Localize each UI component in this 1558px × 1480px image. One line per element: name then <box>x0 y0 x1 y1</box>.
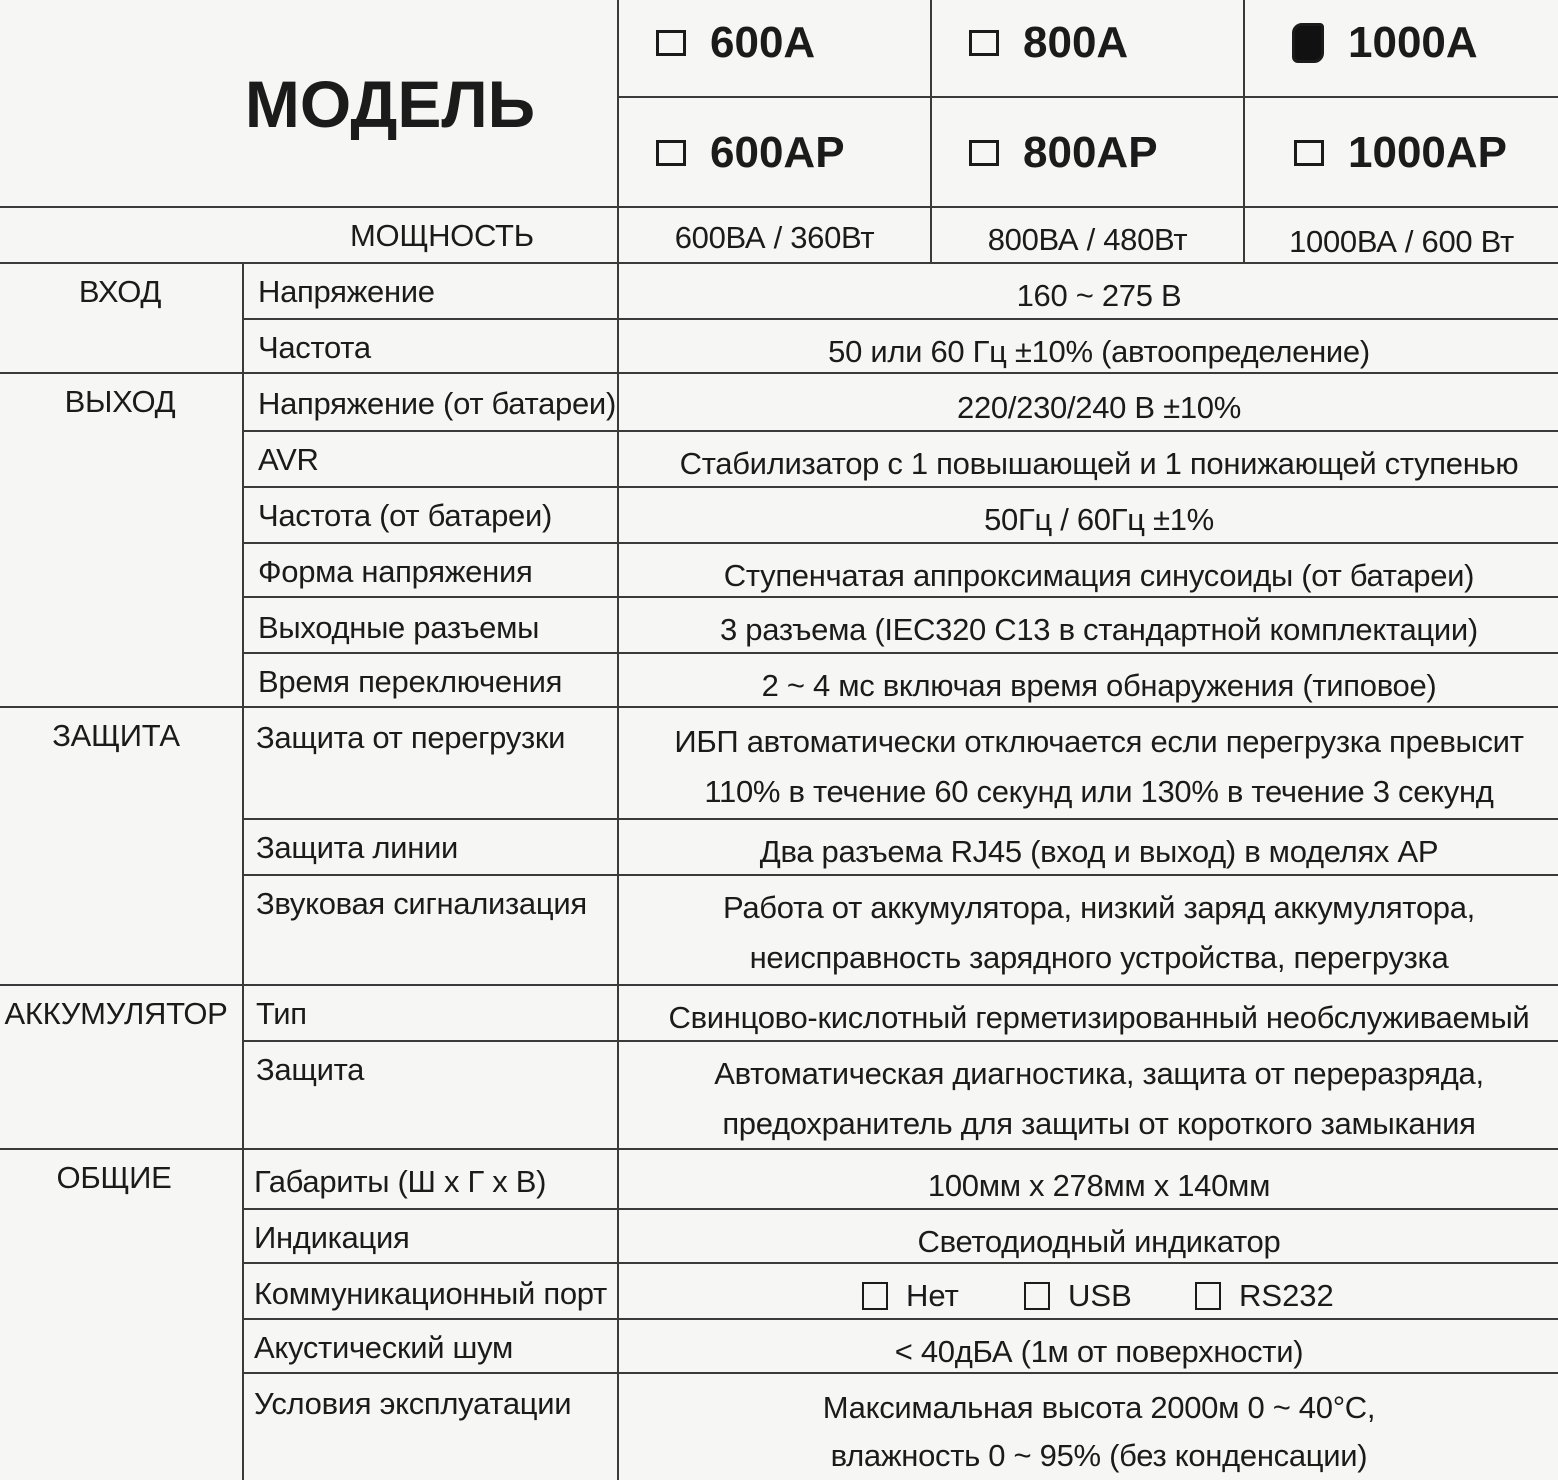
checkbox-icon[interactable] <box>862 1282 888 1310</box>
param-value-line2: предохранитель для защиты от короткого замыкания <box>722 1106 1476 1141</box>
checkbox-icon[interactable] <box>1195 1282 1221 1310</box>
grid-vline-col3 <box>1243 0 1245 262</box>
grid-hline-section <box>0 984 1558 986</box>
param-value-line2: неисправность зарядного устройства, перегрузка <box>749 940 1449 975</box>
section-title-output: ВЫХОД <box>64 384 176 419</box>
checkbox-icon[interactable] <box>969 30 999 56</box>
checkbox-checked-icon[interactable] <box>1292 23 1324 63</box>
param-label: Защита <box>256 1052 365 1087</box>
model-option-label: 1000AP <box>1348 128 1508 177</box>
param-value-line2: влажность 0 ~ 95% (без конденсации) <box>830 1438 1368 1473</box>
comm-port-option-label: Нет <box>906 1278 959 1313</box>
grid-hline-header-bottom <box>0 206 1558 208</box>
comm-port-option-label: RS232 <box>1239 1278 1334 1313</box>
grid-hline <box>242 542 1558 544</box>
param-value: 2 ~ 4 мс включая время обнаружения (типовое) <box>761 668 1437 703</box>
model-option-800ap[interactable] <box>969 128 1158 178</box>
model-option-label: 600AP <box>710 128 845 177</box>
model-option-label: 1000A <box>1348 18 1478 67</box>
grid-hline <box>242 1318 1558 1320</box>
grid-hline-section <box>0 372 1558 374</box>
param-value-line1: Автоматическая диагностика, защита от переразряда, <box>714 1056 1484 1091</box>
comm-port-option-usb[interactable] <box>1024 1278 1132 1314</box>
grid-hline <box>242 1372 1558 1374</box>
param-label: Напряжение <box>258 274 435 309</box>
grid-hline-model-mid <box>617 96 1558 98</box>
grid-hline <box>242 1040 1558 1042</box>
grid-hline <box>242 1208 1558 1210</box>
param-label: Индикация <box>254 1220 410 1255</box>
checkbox-icon[interactable] <box>969 140 999 166</box>
grid-hline <box>242 486 1558 488</box>
grid-hline <box>242 596 1558 598</box>
section-title-input: ВХОД <box>78 274 162 309</box>
param-value: 220/230/240 В ±10% <box>957 390 1241 425</box>
model-option-label: 800AP <box>1023 128 1158 177</box>
param-label: Акустический шум <box>254 1330 513 1365</box>
param-label: Условия эксплуатации <box>254 1386 572 1421</box>
comm-port-option-none[interactable] <box>862 1278 959 1314</box>
section-title-protection: ЗАЩИТА <box>52 718 180 753</box>
checkbox-icon[interactable] <box>656 30 686 56</box>
param-label: Частота <box>258 330 371 365</box>
param-value: Стабилизатор с 1 повышающей и 1 понижающей ступенью <box>679 446 1519 481</box>
checkbox-icon[interactable] <box>1024 1282 1050 1310</box>
param-label: Выходные разъемы <box>258 610 540 645</box>
param-label: Напряжение (от батареи) <box>258 386 616 421</box>
power-value-800: 800ВА / 480Вт <box>987 222 1188 257</box>
model-option-1000a[interactable] <box>1292 18 1478 68</box>
section-title-battery: АККУМУЛЯТОР <box>4 996 228 1031</box>
param-value-line1: ИБП автоматически отключается если перегрузка превысит <box>674 724 1524 759</box>
grid-hline-section <box>0 706 1558 708</box>
model-option-label: 800A <box>1023 18 1129 67</box>
param-value-line2: 110% в течение 60 секунд или 130% в течение 3 секунд <box>704 774 1494 809</box>
param-label: Защита линии <box>256 830 459 865</box>
param-label: Тип <box>256 996 307 1031</box>
param-value-line1: Свинцово-кислотный герметизированный необслуживаемый <box>668 1000 1530 1035</box>
model-option-1000ap[interactable] <box>1294 128 1507 178</box>
param-value-line1: < 40дБА (1м от поверхности) <box>894 1334 1304 1369</box>
grid-hline <box>242 818 1558 820</box>
checkbox-icon[interactable] <box>1294 140 1324 166</box>
param-label: Звуковая сигнализация <box>256 886 587 921</box>
param-value: 3 разъема (IEC320 C13 в стандартной комплектации) <box>720 612 1478 647</box>
grid-hline <box>242 874 1558 876</box>
model-option-800a[interactable] <box>969 18 1128 68</box>
param-value: 50Гц / 60Гц ±1% <box>984 502 1214 537</box>
param-value: Ступенчатая аппроксимация синусоиды (от батареи) <box>723 558 1475 593</box>
param-label: AVR <box>258 442 319 477</box>
comm-port-option-label: USB <box>1068 1278 1132 1313</box>
model-option-600a[interactable] <box>656 18 815 68</box>
model-title: МОДЕЛЬ <box>244 67 536 141</box>
param-value: 160 ~ 275 В <box>1016 278 1182 313</box>
power-value-1000: 1000ВА / 600 Вт <box>1289 224 1514 259</box>
model-option-600ap[interactable] <box>656 128 845 178</box>
param-label: Частота (от батареи) <box>258 498 553 533</box>
param-value-line1: Два разъема RJ45 (вход и выход) в моделях AP <box>759 834 1439 869</box>
grid-hline <box>242 430 1558 432</box>
power-label: МОЩНОСТЬ <box>350 218 534 253</box>
param-label: Коммуникационный порт <box>254 1276 607 1311</box>
param-value-line1: Работа от аккумулятора, низкий заряд аккумулятора, <box>723 890 1475 925</box>
section-title-general: ОБЩИЕ <box>56 1160 172 1195</box>
param-value-line1: Максимальная высота 2000м 0 ~ 40°C, <box>822 1390 1376 1425</box>
param-value-line1: Светодиодный индикатор <box>917 1224 1281 1259</box>
param-value: 50 или 60 Гц ±10% (автоопределение) <box>828 334 1370 369</box>
param-label: Время переключения <box>258 664 563 699</box>
param-label: Форма напряжения <box>258 554 533 589</box>
grid-hline-power-bottom <box>0 262 1558 264</box>
grid-hline <box>242 652 1558 654</box>
param-label: Габариты (Ш x Г x В) <box>254 1164 547 1199</box>
param-value-line1: 100мм x 278мм x 140мм <box>927 1168 1271 1203</box>
checkbox-icon[interactable] <box>656 140 686 166</box>
grid-hline <box>242 1262 1558 1264</box>
grid-hline <box>242 318 1558 320</box>
param-label: Защита от перегрузки <box>256 720 566 755</box>
model-option-label: 600A <box>710 18 816 67</box>
grid-hline-section <box>0 1148 1558 1150</box>
comm-port-option-rs232[interactable] <box>1195 1278 1334 1314</box>
grid-vline-section-col <box>242 262 244 1480</box>
power-value-600: 600ВА / 360Вт <box>674 220 875 255</box>
